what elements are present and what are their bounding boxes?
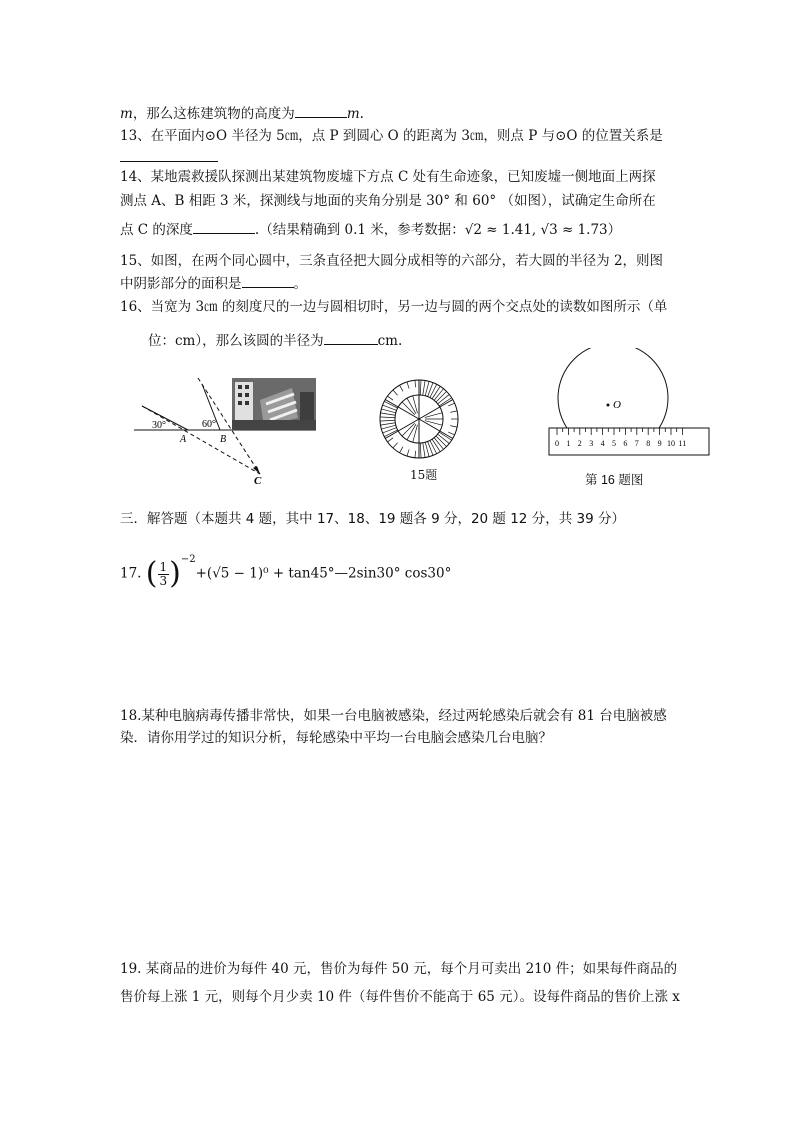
rubble-photo [232, 378, 316, 430]
shade-line [432, 386, 440, 399]
ruler-label: 8 [646, 439, 651, 448]
ruler-label: 0 [555, 439, 559, 448]
q12-tail [120, 103, 364, 123]
ruler-label: 7 [634, 439, 639, 448]
q17-number: 17. [120, 565, 142, 582]
ruler-label: 6 [623, 439, 628, 448]
shade-line [448, 432, 454, 435]
shade-line [448, 403, 454, 406]
shade-line [432, 439, 440, 452]
point-a-label: A [180, 434, 187, 445]
shade-line [423, 380, 425, 395]
question-13: 13、在平面内⊙O 半径为 5㎝，点 P 到圆心 O 的距离为 3㎝，则点 P 与⊙O 的位置关系是 [120, 128, 663, 144]
question-16-line2 [148, 330, 402, 350]
q14-reference-data: √2 ≈ 1.41, √3 ≈ 1.73） [464, 222, 622, 238]
question-16-line1: 16、当宽为 3㎝ 的刻度尺的一边与圆相切时，另一边与圆的两个交点处的读数如图所示（单 [120, 299, 668, 315]
shade-line [380, 417, 395, 418]
question-19-line2: 售价每上涨 1 元，则每个月少卖 10 件（每件售价不能高于 65 元）。设每件商品的售价上涨 x [120, 989, 680, 1005]
shade-line [407, 382, 409, 389]
shade-line [436, 391, 447, 402]
q17-expression: +(√5 − 1)⁰ + tan45°—2sin30° cos30° [195, 565, 452, 582]
ruler-label: 1 [566, 439, 571, 448]
center-dot [607, 404, 610, 407]
figure-14 [132, 372, 332, 488]
point-b-label: B [220, 434, 227, 445]
shade-line [407, 449, 409, 456]
shade-line [434, 389, 443, 401]
answer-blank-12[interactable] [295, 103, 347, 118]
answer-line-13[interactable] [120, 147, 218, 167]
frac-denominator: 3 [159, 573, 168, 588]
figure-16 [545, 348, 713, 464]
question-18-line2: 染．请你用学过的知识分析，每轮感染中平均一台电脑会感染几台电脑？ [120, 730, 552, 746]
shade-line [400, 447, 404, 453]
question-15-line1: 15、如图，在两个同心圆中，三条直径把大圆分成相等的六部分，若大圆的半径为 2，则图 [120, 253, 664, 269]
q12-text: ，那么这栋建筑物的高度为 [132, 106, 295, 122]
ruler-label: 2 [577, 439, 582, 448]
question-14-line2: 测点 A、B 相距 3 米，探测线与地面的夹角分别是 30° 和 60° （如图），试确定生命所在 [120, 193, 656, 209]
angle-60-label: 60° [202, 419, 216, 430]
shade-line [450, 411, 457, 412]
question-14-line3 [120, 219, 621, 239]
answer-blank-16[interactable] [324, 330, 378, 345]
shade-line [423, 443, 425, 458]
answer-blank-13[interactable] [120, 147, 218, 162]
shade-line [393, 390, 398, 395]
q14-depth-label: 点 C 的深度 [120, 222, 193, 238]
shade-line [420, 443, 421, 458]
q17-fraction [158, 561, 170, 588]
q14-note: .（结果精确到 0.1 米，参考数据： [254, 222, 465, 238]
shade-line [436, 436, 447, 447]
shade-line [415, 380, 416, 387]
q16-unit: cm. [377, 333, 403, 349]
question-15-line2 [120, 273, 307, 293]
question-14-line1: 14、某地震救援队探测出某建筑物废墟下方点 C 处有生命迹象，已知废墟一侧地面上两探 [120, 169, 656, 185]
point-c-label: C [254, 475, 262, 487]
ruler-label: 11 [678, 439, 687, 448]
unit-m-end: m. [346, 106, 364, 122]
section-3-heading: 三．解答题（本题共 4 题，其中 17、18、19 题各 9 分，20 题 12 分，共 39 分） [120, 511, 625, 527]
q15-end: 。 [293, 276, 307, 292]
q16-label: 位：cm），那么该圆的半径为 [148, 333, 324, 349]
q15-label: 中阴影部分的面积是 [120, 276, 242, 292]
shade-line [420, 380, 421, 395]
shade-line [380, 413, 395, 415]
ruler-label: 10 [667, 439, 675, 448]
angle-30-label: 30° [152, 420, 166, 431]
frac-numerator: 1 [159, 559, 168, 574]
shade-line [380, 423, 395, 425]
q17-exponent: −2 [180, 554, 196, 565]
figure-16-caption: 第 16 题图 [585, 473, 644, 487]
shade-line [430, 384, 437, 397]
shade-line [415, 451, 416, 458]
unit-m: m [120, 106, 133, 122]
shade-line [387, 396, 393, 400]
center-label: O [613, 399, 621, 411]
ruler [549, 428, 709, 455]
question-17: 17. ( $\frac{1}{3}$ )$^{-2}$+(√5 − 1)⁰ + tan45°—2sin30° cos30° [120, 554, 452, 591]
answer-blank-14[interactable] [193, 219, 255, 234]
shade-line [450, 426, 457, 427]
shade-line [400, 385, 404, 391]
answer-blank-15[interactable] [242, 273, 294, 288]
shade-line [439, 432, 452, 440]
shade-line [434, 438, 443, 450]
ruler-label: 5 [612, 439, 616, 448]
figure-15-caption: 15题 [410, 468, 438, 482]
shade-line [439, 398, 452, 406]
ruler-label: 4 [600, 439, 605, 448]
figure-15 [378, 378, 460, 460]
shade-line [430, 440, 437, 453]
ruler-label: 9 [657, 439, 662, 448]
shade-line [387, 438, 393, 442]
question-19-line1: 19. 某商品的进价为每件 40 元，售价为每件 50 元，每个月可卖出 210 件；如果每件商品的 [120, 961, 678, 977]
ruler-label: 3 [589, 439, 594, 448]
question-18-line1: 18.某种电脑病毒传播非常快，如果一台电脑被感染，经过两轮感染后就会有 81 台电脑被感 [120, 708, 667, 724]
shade-line [393, 443, 398, 448]
shade-line [380, 420, 395, 421]
